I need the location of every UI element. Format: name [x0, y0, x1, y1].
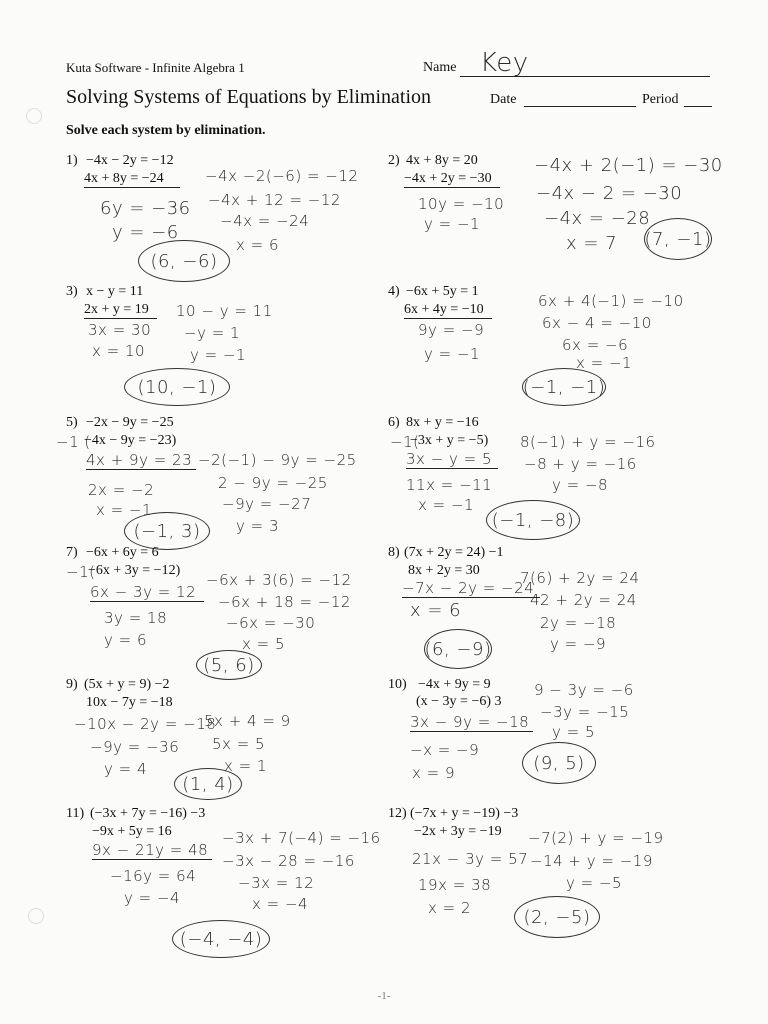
equation-2: (x − 3y = −6) 3 — [416, 694, 502, 709]
work-line: −14 + y = −19 — [530, 852, 653, 870]
work-line: −3y = −15 — [540, 703, 630, 721]
work-line: −7x − 2y = −24 — [402, 579, 540, 598]
work-line: y = 3 — [236, 517, 280, 535]
work-line: −4x = −28 — [544, 208, 651, 229]
work-line: x = 2 — [428, 899, 472, 917]
multiplier: −1 ( — [56, 433, 91, 451]
work-line: −4x + 2(−1) = −30 — [534, 155, 723, 176]
work-line: 9 − 3y = −6 — [534, 681, 634, 699]
problem-number: 1) — [66, 153, 78, 168]
work-line: −7(2) + y = −19 — [528, 829, 664, 847]
work-line: y = −4 — [124, 889, 181, 907]
work-line: 2y = −18 — [540, 614, 617, 632]
work-line: 9x − 21y = 48 — [92, 841, 212, 860]
equation-1: (−3x + 7y = −16) −3 — [90, 806, 206, 821]
work-line: −8 + y = −16 — [524, 455, 637, 473]
problem-number: 9) — [66, 677, 78, 692]
work-line: x = −1 — [96, 501, 153, 519]
work-line: x = 5 — [242, 635, 286, 653]
work-line: 8(−1) + y = −16 — [520, 433, 656, 451]
work-line: 19x = 38 — [418, 876, 492, 894]
equation-1: (5x + y = 9) −2 — [84, 677, 170, 692]
date-label: Date — [490, 92, 517, 107]
work-line: y = 6 — [104, 631, 148, 649]
work-line: −6x = −30 — [226, 614, 316, 632]
work-line: y = 5 — [552, 723, 596, 741]
work-line: −3x − 28 = −16 — [222, 852, 355, 870]
name-label: Name — [423, 60, 457, 75]
work-line: y = −1 — [424, 345, 481, 363]
work-line: 21x − 3y = 57 — [412, 850, 529, 868]
multiplier: −1( — [390, 433, 420, 451]
work-line: x = 1 — [224, 757, 268, 775]
work-line: 6x − 3y = 12 — [90, 583, 204, 602]
software-label: Kuta Software - Infinite Algebra 1 — [66, 60, 245, 75]
work-line: 10y = −10 — [418, 195, 505, 213]
equation-1: −4x + 9y = 9 — [418, 677, 491, 692]
problem-number: 10) — [388, 677, 407, 692]
work-line: 2x = −2 — [88, 481, 155, 499]
work-line: 3y = 18 — [104, 609, 168, 627]
work-line: x = 7 — [566, 233, 618, 254]
work-line: −4x − 2 = −30 — [536, 183, 683, 204]
work-line: x = 9 — [412, 764, 456, 782]
equation-1: −2x − 9y = −25 — [86, 415, 174, 430]
equation-1: −6x + 5y = 1 — [406, 284, 479, 299]
answer-oval: (6, −9) — [424, 629, 492, 669]
work-line: −3x + 7(−4) = −16 — [222, 829, 381, 847]
equation-1: x − y = 11 — [86, 284, 144, 299]
period-line[interactable] — [684, 106, 712, 107]
equation-1: 8x + y = −16 — [406, 415, 479, 430]
work-line: −6x + 18 = −12 — [218, 593, 351, 611]
answer-oval: (−1, −1) — [522, 368, 606, 406]
work-line: −3x = 12 — [238, 874, 315, 892]
work-line: y = −1 — [424, 215, 481, 233]
work-line: −x = −9 — [410, 741, 480, 759]
work-line: 3x − y = 5 — [406, 450, 498, 469]
work-line: 7(6) + 2y = 24 — [520, 569, 640, 587]
problem-number: 7) — [66, 545, 78, 560]
problem-number: 5) — [66, 415, 78, 430]
equation-2: −9x + 5y = 16 — [92, 824, 172, 839]
work-line: −4x −2(−6) = −12 — [205, 167, 359, 185]
problem-number: 2) — [388, 153, 400, 168]
work-line: 5x = 5 — [212, 735, 266, 753]
answer-oval: (9, 5) — [522, 742, 596, 784]
equation-2: −4x + 2y = −30 — [404, 171, 500, 188]
work-line: x = −1 — [576, 354, 633, 372]
equation-2: 6x + 4y = −10 — [404, 302, 492, 319]
work-line: y = −8 — [552, 476, 609, 494]
work-line: x = 6 — [236, 236, 280, 254]
equation-2: −2x + 3y = −19 — [414, 824, 502, 839]
problem-number: 3) — [66, 284, 78, 299]
answer-oval: (7, −1) — [644, 218, 712, 260]
answer-oval: (−1, −8) — [486, 500, 580, 540]
work-line: y = 4 — [104, 760, 148, 778]
work-line: 4x + 9y = 23 — [86, 451, 196, 470]
period-label: Period — [642, 92, 679, 107]
work-line: −y = 1 — [184, 324, 241, 342]
work-line: 6x − 4 = −10 — [542, 314, 652, 332]
work-line: y = −6 — [112, 222, 179, 243]
answer-oval: (6, −6) — [138, 240, 230, 282]
equation-1: 4x + 8y = 20 — [406, 153, 478, 168]
punch-hole — [26, 108, 42, 124]
work-line: y = −9 — [550, 635, 607, 653]
answer-oval: (1, 4) — [174, 768, 242, 800]
work-line: x = 6 — [410, 600, 462, 621]
work-line: −10x − 2y = −18 — [74, 715, 217, 733]
work-line: 2 − 9y = −25 — [218, 474, 328, 492]
equation-2: 2x + y = 19 — [84, 302, 157, 319]
work-line: 10 − y = 11 — [176, 302, 273, 320]
work-line: 9y = −9 — [418, 321, 485, 339]
problem-number: 8) — [388, 545, 400, 560]
work-line: −2(−1) − 9y = −25 — [198, 451, 357, 469]
punch-hole — [28, 908, 44, 924]
page-title: Solving Systems of Equations by Elimination — [66, 86, 431, 108]
equation-1: −4x − 2y = −12 — [86, 153, 174, 168]
equation-2: 4x + 8y = −24 — [84, 171, 180, 188]
multiplier: −1( — [66, 563, 96, 581]
work-line: 6x + 4(−1) = −10 — [538, 292, 684, 310]
work-line: −4x = −24 — [220, 212, 310, 230]
equation-2: −3x + y = −5) — [410, 433, 489, 448]
equation-2: −6x + 3y = −12) — [88, 563, 181, 578]
problem-number: 4) — [388, 284, 400, 299]
answer-oval: (10, −1) — [124, 368, 230, 406]
equation-1: (−7x + y = −19) −3 — [410, 806, 519, 821]
work-line: −9y = −27 — [222, 495, 312, 513]
equation-1: (7x + 2y = 24) −1 — [404, 545, 504, 560]
equation-2: 8x + 2y = 30 — [408, 563, 480, 578]
problem-number: 6) — [388, 415, 400, 430]
work-line: −9y = −36 — [90, 738, 180, 756]
work-line: 11x = −11 — [406, 476, 493, 494]
equation-2: 10x − 7y = −18 — [86, 695, 173, 710]
equation-2: −4x − 9y = −23) — [84, 433, 177, 448]
work-line: 3x − 9y = −18 — [410, 713, 533, 732]
answer-oval: (5, 6) — [196, 650, 262, 680]
work-line: y = −5 — [566, 874, 623, 892]
work-line: 6x = −6 — [562, 336, 629, 354]
work-line: 6y = −36 — [100, 198, 191, 219]
equation-1: −6x + 6y = 6 — [86, 545, 159, 560]
instructions: Solve each system by elimination. — [66, 123, 266, 138]
work-line: x = 10 — [92, 342, 146, 360]
work-line: −6x + 3(6) = −12 — [206, 571, 352, 589]
work-line: x = −4 — [252, 895, 309, 913]
work-line: −4x + 12 = −12 — [208, 191, 341, 209]
answer-oval: (2, −5) — [514, 896, 600, 938]
work-line: 3x = 30 — [88, 321, 152, 339]
problem-number: 11) — [66, 806, 85, 821]
page-number: -1- — [377, 990, 391, 1002]
work-line: −16y = 64 — [110, 867, 197, 885]
answer-oval: (−1, 3) — [124, 512, 210, 550]
work-line: y = −1 — [190, 346, 247, 364]
problem-number: 12) — [388, 806, 407, 821]
date-line[interactable] — [524, 106, 636, 107]
work-line: 42 + 2y = 24 — [530, 591, 637, 609]
name-handwritten: Key — [480, 48, 529, 78]
work-line: 5x + 4 = 9 — [204, 712, 291, 730]
work-line: x = −1 — [418, 496, 475, 514]
answer-oval: (−4, −4) — [172, 920, 270, 958]
